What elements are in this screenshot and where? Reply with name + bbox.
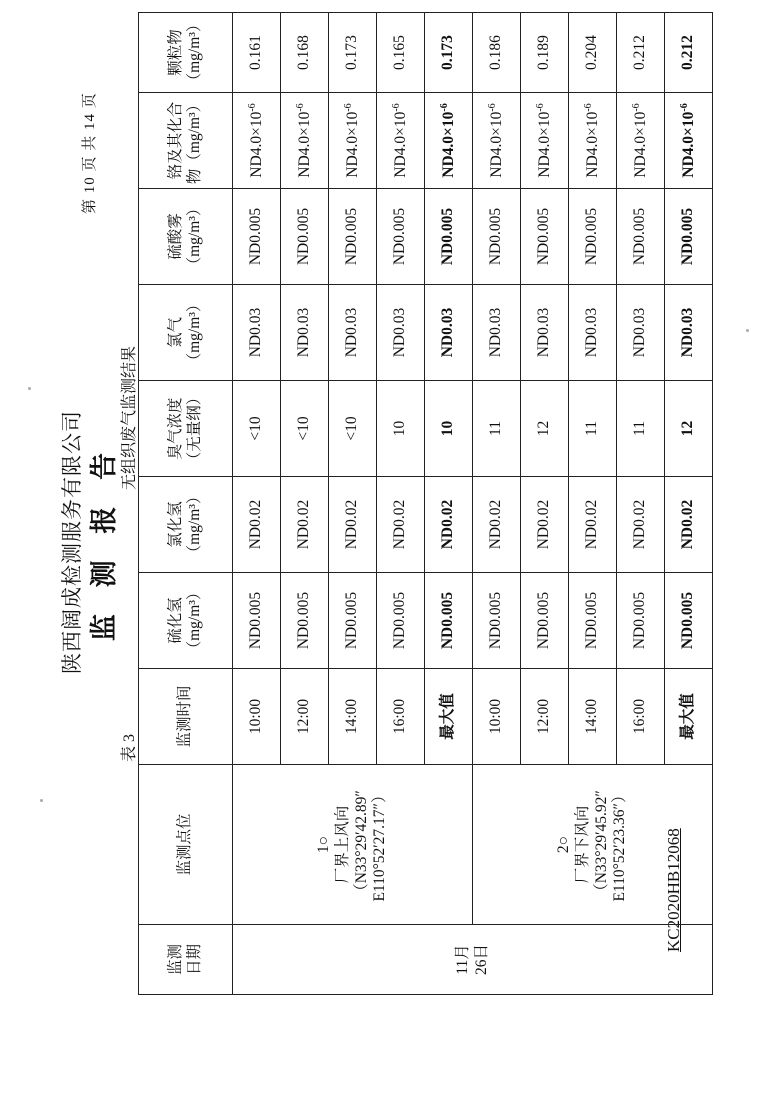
cell-hcl-value: ND0.02 (439, 499, 457, 550)
cell-pm-value: 0.168 (295, 35, 313, 70)
cell-odor (281, 381, 329, 477)
cell-odor-value: <10 (247, 416, 265, 441)
cell-h2s-value: ND0.005 (679, 591, 697, 650)
table-title: 无组织废气监测结果 (121, 345, 138, 490)
cell-h2so4 (665, 189, 713, 285)
cell-odor-value: 10 (391, 420, 409, 437)
cell-h2so4 (569, 189, 617, 285)
col-header-site: 监测点位 (139, 765, 233, 925)
cell-odor-value: 11 (631, 421, 649, 436)
cell-cl2 (233, 285, 281, 381)
cell-time-value: 12:00 (295, 698, 313, 735)
cell-h2so4 (377, 189, 425, 285)
cell-time (377, 669, 425, 765)
cell-h2s (617, 573, 665, 669)
cell-hcl-value: ND0.02 (631, 499, 649, 550)
cell-time-value: 16:00 (631, 698, 649, 735)
scan-speck (28, 387, 31, 390)
cell-h2s-value: ND0.005 (631, 591, 649, 650)
col-header-time: 监测时间 (139, 669, 233, 765)
table-row (233, 13, 281, 995)
site-coord-lon: E110°52′23.36″） (611, 787, 629, 902)
cell-time-value: 最大值 (679, 693, 697, 740)
cell-cr-value: ND4.0×10 (247, 111, 265, 178)
cell-cl2 (473, 285, 521, 381)
cell-pm (521, 13, 569, 93)
report-title: 监 测 报 告 (89, 442, 119, 642)
cell-cl2 (329, 285, 377, 381)
cell-h2so4 (281, 189, 329, 285)
cell-time-value: 12:00 (535, 698, 553, 735)
cell-odor (233, 381, 281, 477)
cell-cr-value: ND4.0×10 (535, 111, 553, 178)
cell-cr (329, 93, 377, 189)
cell-odor (329, 381, 377, 477)
cell-h2so4-value: ND0.005 (247, 207, 265, 266)
col-header-h2s: 硫化氢（mg/m³） (139, 573, 233, 669)
cell-h2s (377, 573, 425, 669)
cell-h2s (233, 573, 281, 669)
cell-cr (665, 93, 713, 189)
cell-h2so4-value: ND0.005 (583, 207, 601, 266)
cell-cl2-value: ND0.03 (679, 307, 697, 358)
cell-pm (377, 13, 425, 93)
cell-pm-value: 0.173 (439, 35, 457, 70)
cell-h2so4-value: ND0.005 (631, 207, 649, 266)
company-name: 陕西阔成检测服务有限公司 (60, 410, 84, 674)
cell-hcl (281, 477, 329, 573)
cell-cr (521, 93, 569, 189)
cell-odor (665, 381, 713, 477)
site-coord-lat: （N33°29′45.92″ (592, 790, 610, 899)
cell-pm-value: 0.212 (679, 35, 697, 70)
cell-hcl (617, 477, 665, 573)
cell-h2s-value: ND0.005 (583, 591, 601, 650)
cell-cr-exponent: -6 (486, 103, 498, 112)
cell-h2so4 (425, 189, 473, 285)
cell-h2so4-value: ND0.005 (391, 207, 409, 266)
col-header-h2so4: 硫酸雾（mg/m³） (139, 189, 233, 285)
cell-pm (233, 13, 281, 93)
cell-cl2-value: ND0.03 (247, 307, 265, 358)
cell-cl2-value: ND0.03 (343, 307, 361, 358)
cell-cr-exponent: -6 (630, 103, 642, 112)
cell-odor (569, 381, 617, 477)
col-header-pm: 颗粒物（mg/m³） (139, 13, 233, 93)
col-header-hcl: 氯化氢（mg/m³） (139, 477, 233, 573)
cell-cr-value: ND4.0×10 (631, 111, 649, 178)
cell-cr-value: ND4.0×10 (295, 111, 313, 178)
cell-cr (569, 93, 617, 189)
cell-time (521, 669, 569, 765)
cell-h2so4 (617, 189, 665, 285)
cell-hcl (521, 477, 569, 573)
cell-cr-exponent: -6 (678, 103, 690, 112)
cell-time (569, 669, 617, 765)
cell-h2so4-value: ND0.005 (439, 207, 457, 266)
cell-odor-value: 12 (535, 420, 553, 437)
cell-h2so4-value: ND0.005 (679, 207, 697, 266)
cell-cl2-value: ND0.03 (439, 307, 457, 358)
cell-pm-value: 0.186 (487, 35, 505, 70)
cell-time-value: 最大值 (439, 693, 457, 740)
cell-cr-value: ND4.0×10 (679, 111, 697, 178)
scan-speck (40, 799, 43, 802)
cell-h2s-value: ND0.005 (343, 591, 361, 650)
cell-hcl-value: ND0.02 (583, 499, 601, 550)
cell-cl2 (377, 285, 425, 381)
cell-pm-value: 0.173 (343, 35, 361, 70)
cell-h2s (473, 573, 521, 669)
cell-hcl-value: ND0.02 (679, 499, 697, 550)
cell-cr-exponent: -6 (438, 103, 450, 112)
cell-hcl (569, 477, 617, 573)
report-code: KC2020HB12068 (664, 828, 683, 952)
cell-h2s (329, 573, 377, 669)
cell-hcl (233, 477, 281, 573)
cell-cr-exponent: -6 (342, 103, 354, 112)
cell-odor-value: 11 (487, 421, 505, 436)
cell-h2so4 (521, 189, 569, 285)
cell-odor (473, 381, 521, 477)
cell-h2s-value: ND0.005 (391, 591, 409, 650)
cell-cl2-value: ND0.03 (631, 307, 649, 358)
cell-cr-exponent: -6 (246, 103, 258, 112)
page-info: 第 10 页 共 14 页 (82, 92, 98, 214)
cell-h2so4-value: ND0.005 (487, 207, 505, 266)
cell-cr-exponent: -6 (582, 103, 594, 112)
cell-pm (473, 13, 521, 93)
cell-cr (377, 93, 425, 189)
col-header-date: 监测日期 (139, 925, 233, 995)
cell-h2so4-value: ND0.005 (535, 207, 553, 266)
cell-h2s (521, 573, 569, 669)
cell-pm-value: 0.212 (631, 35, 649, 70)
cell-cl2-value: ND0.03 (295, 307, 313, 358)
results-table (138, 12, 713, 995)
cell-odor (377, 381, 425, 477)
table-row (473, 13, 521, 995)
col-header-odor: 臭气浓度（无量纲） (139, 381, 233, 477)
cell-h2s (569, 573, 617, 669)
site-name: 2○ (555, 835, 573, 854)
site-name: 1○ (315, 835, 333, 854)
col-header-cl2: 氯气（mg/m³） (139, 285, 233, 381)
cell-odor-value: 11 (583, 421, 601, 436)
cell-h2s-value: ND0.005 (439, 591, 457, 650)
cell-cr (617, 93, 665, 189)
cell-cr-exponent: -6 (534, 103, 546, 112)
cell-hcl-value: ND0.02 (391, 499, 409, 550)
cell-h2s-value: ND0.005 (247, 591, 265, 650)
cell-cl2 (281, 285, 329, 381)
cell-time (281, 669, 329, 765)
cell-pm-value: 0.161 (247, 35, 265, 70)
cell-odor-value: 10 (439, 420, 457, 437)
cell-cl2-value: ND0.03 (391, 307, 409, 358)
cell-cr-value: ND4.0×10 (583, 111, 601, 178)
cell-time-value: 14:00 (583, 698, 601, 735)
cell-time (473, 669, 521, 765)
col-header-cr: 铬及其化合物（mg/m³） (139, 93, 233, 189)
cell-hcl (329, 477, 377, 573)
cell-hcl (665, 477, 713, 573)
cell-pm (617, 13, 665, 93)
cell-h2so4 (233, 189, 281, 285)
cell-cl2 (521, 285, 569, 381)
cell-hcl (425, 477, 473, 573)
cell-cr (281, 93, 329, 189)
cell-cl2 (569, 285, 617, 381)
cell-cr (233, 93, 281, 189)
cell-cr-value: ND4.0×10 (343, 111, 361, 178)
cell-pm (281, 13, 329, 93)
cell-h2s (281, 573, 329, 669)
cell-pm (665, 13, 713, 93)
cell-cl2-value: ND0.03 (583, 307, 601, 358)
site-cell (233, 765, 473, 925)
cell-hcl-value: ND0.02 (295, 499, 313, 550)
cell-h2s (665, 573, 713, 669)
cell-odor (617, 381, 665, 477)
cell-h2s-value: ND0.005 (295, 591, 313, 650)
cell-pm (425, 13, 473, 93)
cell-odor-value: <10 (343, 416, 361, 441)
cell-h2so4 (329, 189, 377, 285)
cell-odor-value: <10 (295, 416, 313, 441)
cell-hcl-value: ND0.02 (247, 499, 265, 550)
site-coord-lon: E110°52′27.17″） (371, 787, 389, 902)
cell-cl2-value: ND0.03 (535, 307, 553, 358)
cell-hcl-value: ND0.02 (535, 499, 553, 550)
cell-time (233, 669, 281, 765)
cell-pm-value: 0.189 (535, 35, 553, 70)
date-cell: 11月26日 (233, 925, 713, 995)
cell-cr-exponent: -6 (294, 103, 306, 112)
cell-cl2 (425, 285, 473, 381)
cell-time-value: 16:00 (391, 698, 409, 735)
header-row (139, 13, 233, 995)
cell-pm (329, 13, 377, 93)
cell-time (425, 669, 473, 765)
cell-time-value: 10:00 (487, 698, 505, 735)
cell-cl2 (665, 285, 713, 381)
scan-speck (746, 329, 749, 332)
cell-hcl-value: ND0.02 (487, 499, 505, 550)
cell-time (329, 669, 377, 765)
cell-cr-value: ND4.0×10 (487, 111, 505, 178)
cell-time-value: 14:00 (343, 698, 361, 735)
cell-h2s-value: ND0.005 (487, 591, 505, 650)
cell-h2s (425, 573, 473, 669)
cell-cl2 (617, 285, 665, 381)
table-label: 表 3 (121, 733, 138, 762)
cell-time-value: 10:00 (247, 698, 265, 735)
cell-odor-value: 12 (679, 420, 697, 437)
cell-cr-value: ND4.0×10 (439, 111, 457, 178)
cell-h2so4 (473, 189, 521, 285)
site-cell (473, 765, 713, 925)
cell-odor (425, 381, 473, 477)
cell-hcl (473, 477, 521, 573)
cell-cr (473, 93, 521, 189)
cell-pm-value: 0.204 (583, 35, 601, 70)
cell-hcl (377, 477, 425, 573)
site-coord-lat: （N33°29′42.89″ (352, 790, 370, 899)
cell-hcl-value: ND0.02 (343, 499, 361, 550)
site-direction: 厂界上风向 (333, 805, 351, 884)
cell-pm (569, 13, 617, 93)
cell-h2so4-value: ND0.005 (343, 207, 361, 266)
cell-cl2-value: ND0.03 (487, 307, 505, 358)
site-direction: 厂界下风向 (573, 805, 591, 884)
cell-time (665, 669, 713, 765)
cell-odor (521, 381, 569, 477)
cell-time (617, 669, 665, 765)
cell-h2s-value: ND0.005 (535, 591, 553, 650)
cell-cr-value: ND4.0×10 (391, 111, 409, 178)
cell-pm-value: 0.165 (391, 35, 409, 70)
cell-cr-exponent: -6 (390, 103, 402, 112)
cell-h2so4-value: ND0.005 (295, 207, 313, 266)
cell-cr (425, 93, 473, 189)
